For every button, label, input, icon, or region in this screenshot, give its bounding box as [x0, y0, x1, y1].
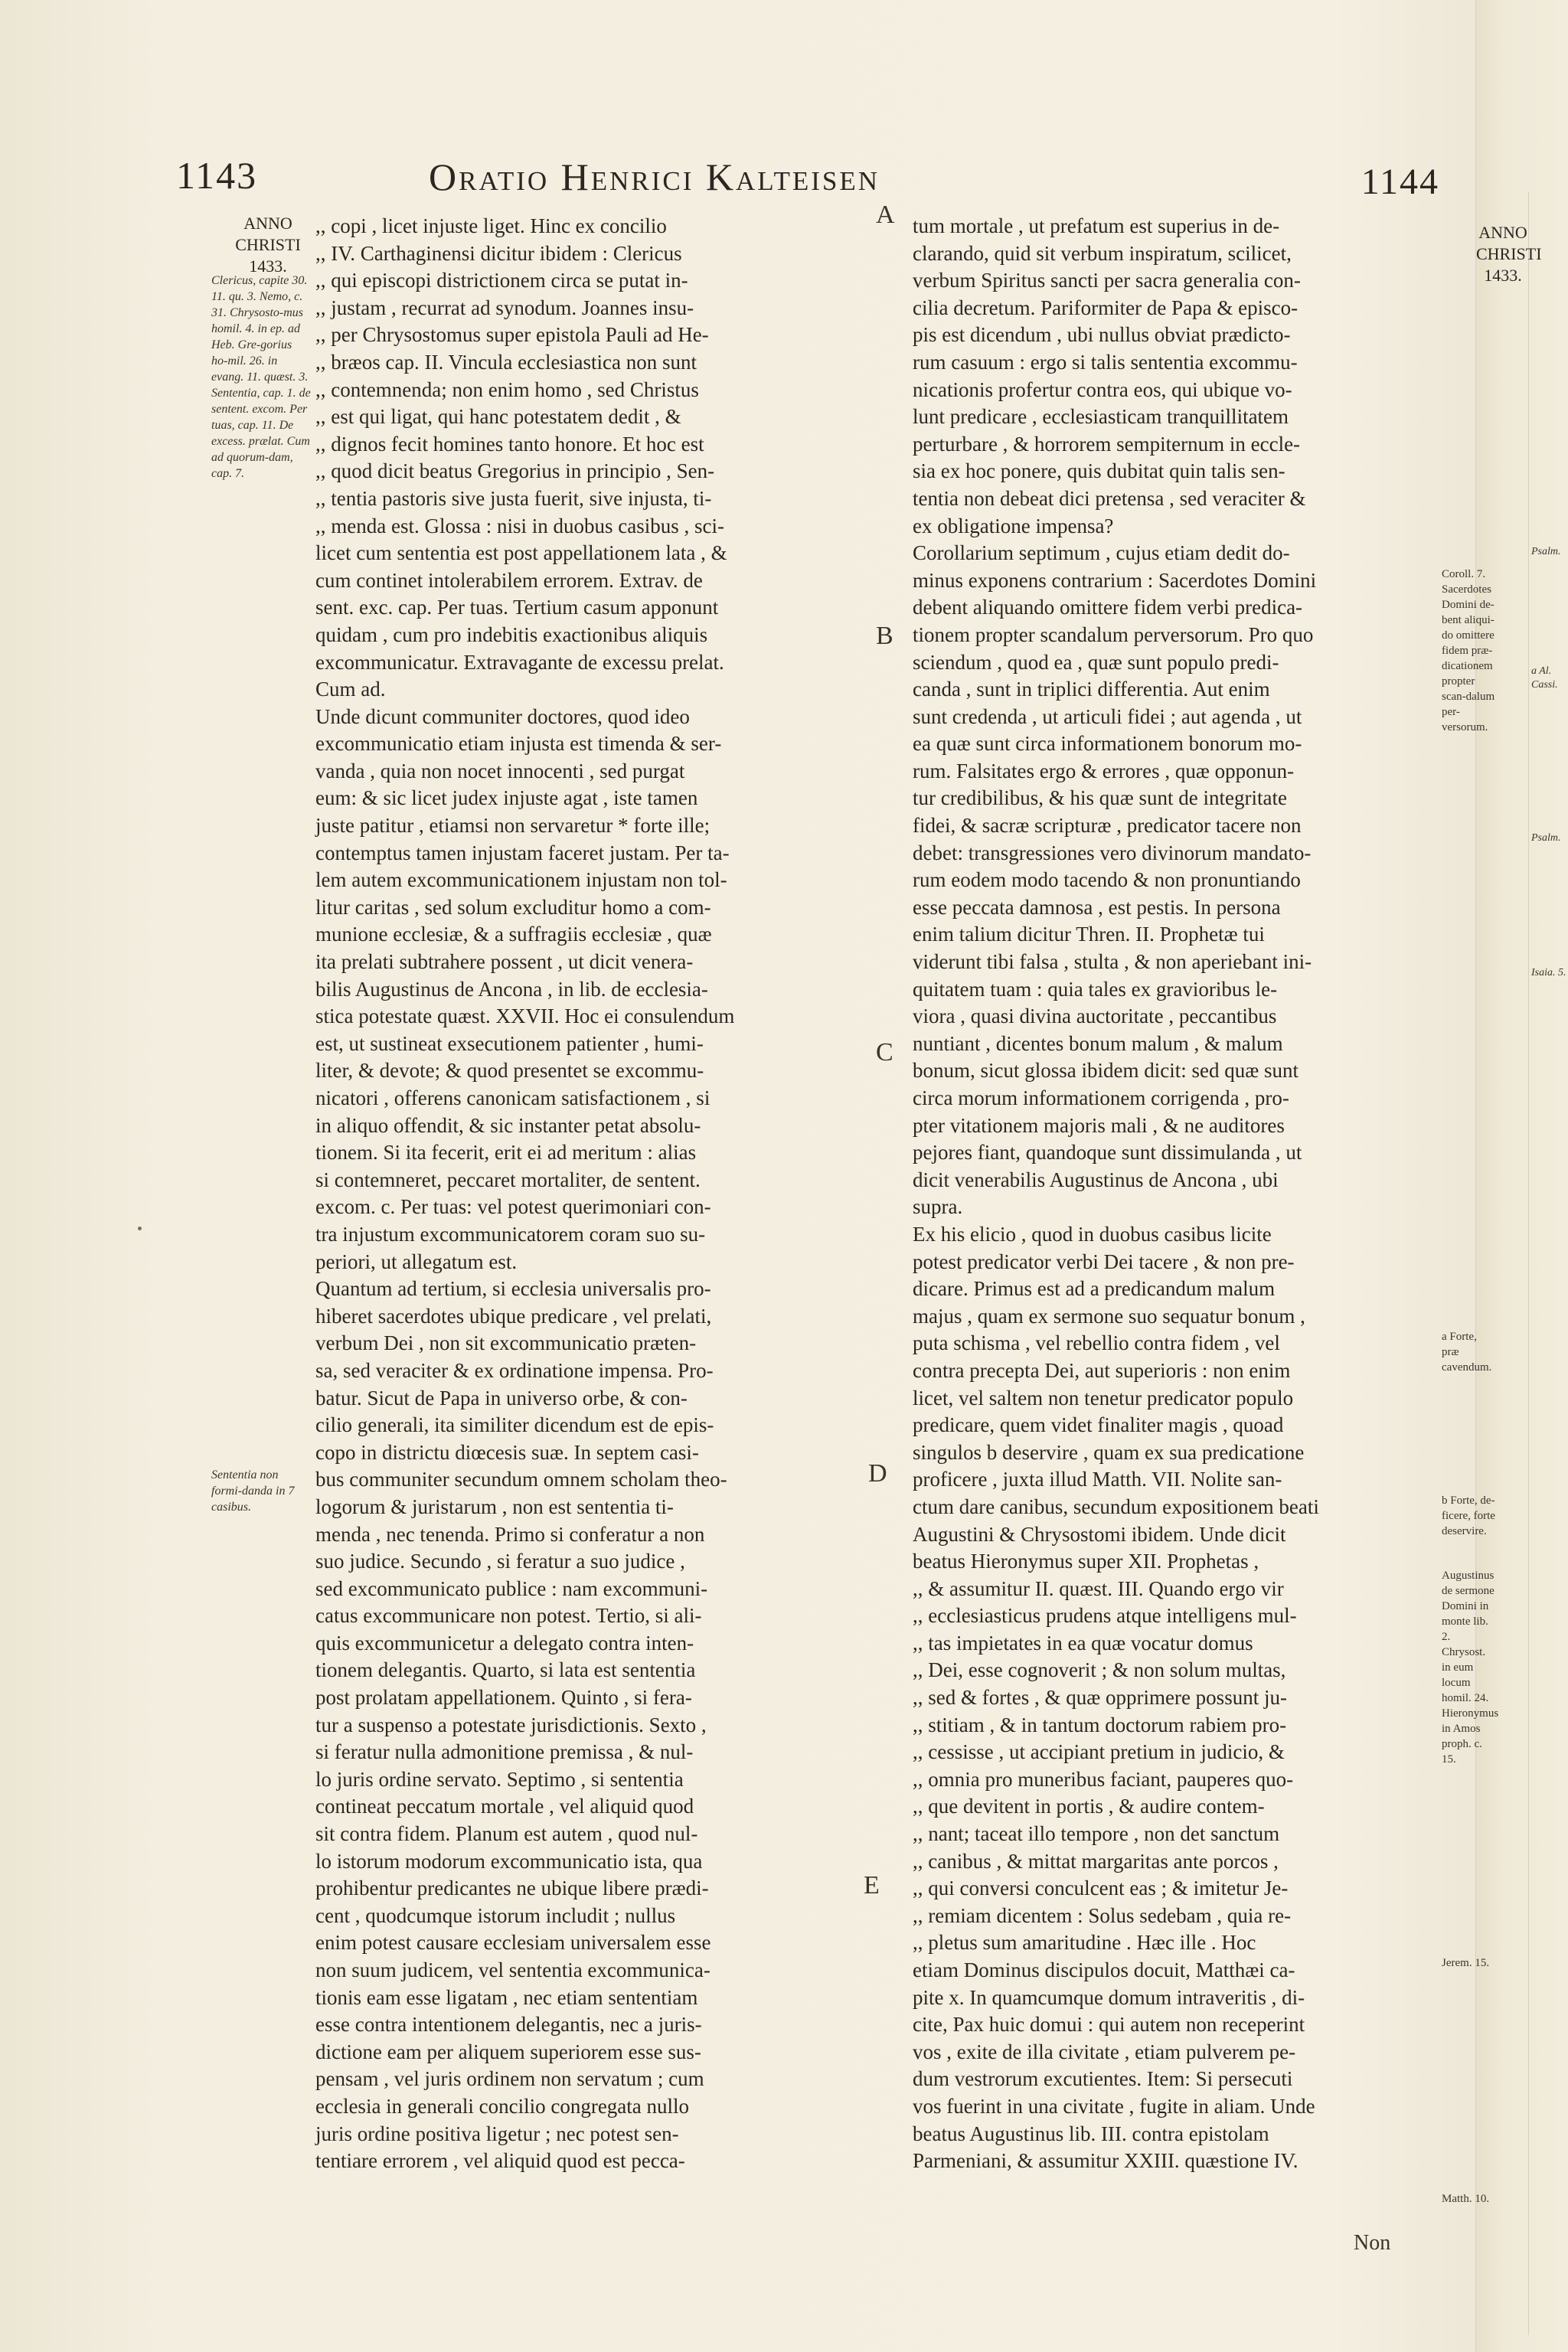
margin-note-seven-cases: Sententia non formi-danda in 7 casibus. [211, 1468, 295, 1514]
margin-note-augustinus: Augustinus de sermone Domini in monte lib. 2. Chrysost. in eum locum homil. 24. Hieronymus in Amos proph. c. 15. [1442, 1570, 1499, 1766]
adjacent-note-1: Psalm. [1531, 546, 1561, 557]
section-marker-d: D [868, 1459, 887, 1488]
section-marker-b: B [876, 622, 893, 650]
ink-speck [138, 1227, 142, 1230]
catchword: Non [1354, 2231, 1391, 2255]
margin-note-citations: Clericus, capite 30. 11. qu. 3. Nemo, c. 31. Chrysosto-mus homil. 4. in ep. ad Heb. Gre-gorius ho-mil. 26. in evang. 11. quæst. 3. Sententia, cap. 1. de sentent. excom. Per tuas, cap. 11. De excess. prælat. Cum ad quorum-dam, cap. 7. [211, 274, 311, 480]
margin-note-jerem: Jerem. 15. [1442, 1957, 1490, 1969]
text-column-left: ,, copi , licet injuste liget. Hinc ex concilio ,, IV. Carthaginensi dicitur ibidem : Clericus ,, qui episcopi districtionem circa se putat in- ,, justam , recurrat ad synodum. Joannes insu- ,, per Chrysostomus super epistola Pauli ad He- ,, bræos cap. II. Vincula ecclesiastica non sunt ,, contemnenda; non enim homo , sed Christus ,, est qui ligat, qui hanc potestatem dedit , & ,, dignos fecit homines tanto honore. Et hoc est ,, quod dicit beatus Gregorius in principio , Sen- ,, tentia pastoris sive justa fuerit, sive injusta, ti- ,, menda est. Glossa : nisi in duobus casibus , sci- licet cum sententia est post appellationem lata , & cum continet intolerabilem errorem. Extrav. de sent. exc. cap. Per tuas. Tertium casum apponunt quidam , cum pro indebitis exactionibus aliquis excommunicatur. Extravagante de excessu prelat. Cum ad. Unde dicunt communiter doctores, quod ideo excommunicatio etiam injusta est timenda & ser- vanda , quia non nocet innocenti , sed purgat eum: & sic licet judex injuste agat , iste tamen juste patitur , etiamsi non servaretur * forte ille; contemptus tamen injustam faceret justam. Per ta- lem autem excommunicationem injustam non tol- litur caritas , sed solum excluditur homo a com- munione ecclesiæ, & a suffragiis ecclesiæ , quæ ita prelati subtrahere possent , ut dicit venera- bilis Augustinus de Ancona , in lib. de ecclesia- stica potestate quæst. XXVII. Hoc ei consulendum est, ut sustineat exsecutionem patienter , humi- liter, & devote; & quod presentet se excommu- nicatori , offerens canonicam satisfactionem , si in aliquo offendit, & sic instanter petat absolu- tionem. Si ita fecerit, erit ei ad meritum : alias si contemneret, peccaret mortaliter, de sentent. excom. c. Per tuas: vel potest querimoniari con- tra injustum excommunicatorem coram suo su- periori, ut allegatum est. Quantum ad tertium, si ecclesia universalis pro- hiberet sacerdotes ubique predicare , vel prelati, verbum Dei , non sit excommunicatio præten- sa, sed veraciter & ex ordinatione impensa. Pro- batur. Sicut de Papa in universo orbe, & con- cilio generali, ita similiter dicendum est de epis- copo in districtu diœcesis suæ. In septem casi- bus communiter secundum omnem scholam theo- logorum & juristarum , non est sententia ti- menda , nec tenenda. Primo si conferatur a non suo judice. Secundo , si feratur a suo judice , sed excommunicato publice : nam excommuni- catus excommunicare non potest. Tertio, si ali- quis excommunicetur a delegato contra inten- tionem delegantis. Quarto, si lata est sententia post prolatam appellationem. Quinto , si fera- tur a suspenso a potestate jurisdictionis. Sexto , si feratur nulla admonitione premissa , & nul- lo juris ordine servato. Septimo , si sententia contineat peccatum mortale , vel aliquid quod sit contra fidem. Planum est autem , quod nul- lo istorum modorum excommunicatio ista, qua prohibentur predicantes ne ubique libere prædi- cent , quodcumque istorum includit ; nullus enim potest causare ecclesiam universalem esse non suum judicem, vel sententia excommunica- tionis eam esse ligatam , nec etiam sententiam esse contra intentionem delegantis, nec a juris- dictione eam per aliquem superiorem esse sus- pensam , vel juris ordinem non servatum ; cum ecclesia in generali concilio congregata nullo juris ordine positiva ligetur ; nec potest sen- tentiare errorem , vel aliquid quod est pecca- [315, 214, 735, 2173]
margin-note-matth: Matth. 10. [1442, 2193, 1490, 2205]
page-number-right: 1144 [1361, 162, 1439, 202]
adjacent-note-3: Psalm. [1531, 832, 1561, 844]
section-marker-c: C [876, 1038, 893, 1067]
year-marker-left: ANNO CHRISTI 1433. [235, 214, 301, 276]
page-fold-line [1528, 191, 1529, 2335]
text-column-right: tum mortale , ut prefatum est superius in de- clarando, quid sit verbum inspiratum, scilicet, verbum Spiritus sancti per sacra generalia con- cilia decretum. Pariformiter de Papa & episco- pis est dicendum , ubi nullus obviat prædicto- rum casuum : ergo si talis sententia excommu- nicationis profertur contra eos, qui ubique vo- lunt predicare , ecclesiasticam tranquillitatem perturbare , & horrorem sempiternum in eccle- sia ex hoc ponere, quis dubitat quin talis sen- tentia non debeat dici pretensa , sed veraciter & ex obligatione impensa? Corollarium septimum , cujus etiam dedit do- minus exponens contrarium : Sacerdotes Domini debent aliquando omittere fidem verbi predica- tionem propter scandalum perversorum. Pro quo sciendum , quod ea , quæ sunt populo predi- canda , sunt in triplici differentia. Aut enim sunt credenda , ut articuli fidei ; aut agenda , ut ea quæ sunt circa informationem bonorum mo- rum. Falsitates ergo & errores , quæ opponun- tur credibilibus, & his quæ sunt de integritate fidei, & sacræ scripturæ , predicator tacere non debet: transgressiones vero divinorum mandato- rum eodem modo tacendo & non pronuntiando esse peccata damnosa , est pestis. In persona enim talium dicitur Thren. II. Prophetæ tui viderunt tibi falsa , stulta , & non aperiebant ini- quitatem tuam : quia tales ex gravioribus le- viora , quasi divina auctoritate , peccantibus nuntiant , dicentes bonum malum , & malum bonum, sicut glossa ibidem dicit: sed quæ sunt circa morum informationem corrigenda , pro- pter vitationem majoris mali , & ne auditores pejores fiant, quandoque sunt dissimulanda , ut dicit venerabilis Augustinus de Ancona , ubi supra. Ex his elicio , quod in duobus casibus licite potest predicator verbi Dei tacere , & non pre- dicare. Primus est ad a predicandum malum majus , quam ex sermone suo sequatur bonum , puta schisma , vel rebellio contra fidem , vel contra precepta Dei, aut superioris : non enim licet, vel saltem non tenetur predicator populo predicare, quem videt finaliter magis , quoad singulos b deservire , quam ex sua predicatione proficere , juxta illud Matth. VII. Nolite san- ctum dare canibus, secundum expositionem beati Augustini & Chrysostomi ibidem. Unde dicit beatus Hieronymus super XII. Prophetas , ,, & assumitur II. quæst. III. Quando ergo vir ,, ecclesiasticus prudens atque intelligens mul- ,, tas impietates in ea quæ vocatur domus ,, Dei, esse cognoverit ; & non solum multas, ,, sed & fortes , & quæ opprimere possunt ju- ,, stitiam , & in tantum doctorum rabiem pro- ,, cessisse , ut accipiant pretium in judicio, & ,, omnia pro muneribus faciant, pauperes quo- ,, que devitent in portis , & audire contem- ,, nant; taceat illo tempore , non det sanctum ,, canibus , & mittat margaritas ante porcos , ,, qui conversi conculcent eas ; & imitetur Je- ,, remiam dicentem : Solus sedebam , quia re- ,, pletus sum amaritudine . Hæc ille . Hoc etiam Dominus discipulos docuit, Matthæi ca- pite x. In quamcumque domum intraveritis , di- cite, Pax huic domui : qui autem non receperint vos , exite de illa civitate , etiam pulverem pe- dum vestrorum excutientes. Item: Si persecuti vos fuerint in una civitate , fugite in aliam. Unde beatus Augustinus lib. III. contra epistolam Parmeniani, & assumitur XXIII. quæstione IV. [913, 214, 1319, 2173]
adjacent-note-4: Isaia. 5. [1531, 967, 1566, 978]
adjacent-page-strip [1475, 0, 1568, 2352]
adjacent-note-2: a Al. Cassi. [1531, 665, 1558, 691]
page-header [176, 153, 1439, 207]
page-number-left: 1143 [176, 154, 258, 197]
running-title: Oratio Henrici Kalteisen [429, 155, 880, 198]
margin-note-b: b Forte, de-ficere, forte deservire. [1442, 1494, 1495, 1537]
section-marker-a: A [876, 201, 895, 229]
margin-note-corollary: Coroll. 7. Sacerdotes Domini de-bent aliqui-do omittere fidem præ-dicationem propter scan-dalum per-versorum. [1442, 568, 1495, 733]
margin-note-a: a Forte, præ cavendum. [1442, 1331, 1492, 1374]
section-marker-e: E [864, 1871, 880, 1900]
year-marker-right: ANNO CHRISTI 1433. [1476, 223, 1542, 285]
